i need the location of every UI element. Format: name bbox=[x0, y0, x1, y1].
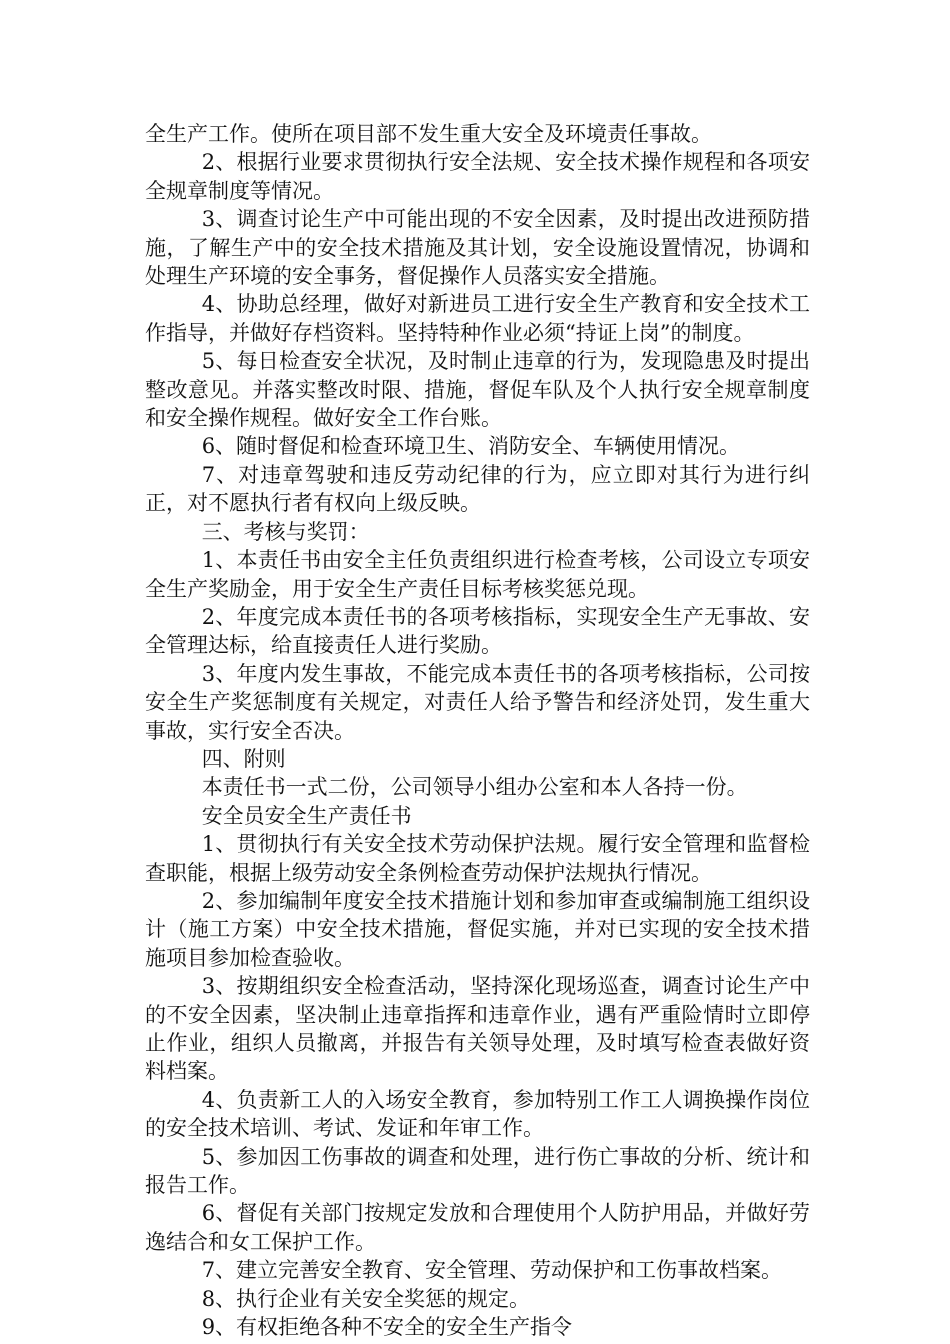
paragraph-assessment-3: 3、年度内发生事故，不能完成本责任书的各项考核指标，公司按安全生产奖惩制度有关规定，对责任人给予警告和经济处罚，发生重大事故，实行安全否决。 bbox=[145, 661, 810, 743]
paragraph-item-5: 5、每日检查安全状况，及时制止违章的行为，发现隐患及时提出整改意见。并落实整改时限、措施，督促车队及个人执行安全规章制度和安全操作规程。做好安全工作台账。 bbox=[145, 349, 810, 431]
paragraph-officer-8: 8、执行企业有关安全奖惩的规定。 bbox=[201, 1286, 531, 1311]
paragraph-item-4: 4、协助总经理，做好对新进员工进行安全生产教育和安全技术工作指导，并做好存档资料。坚持特种作业必须“持证上岗”的制度。 bbox=[145, 292, 810, 345]
paragraph-officer-1: 1、贯彻执行有关安全技术劳动保护法规。履行安全管理和监督检查职能，根据上级劳动安全条例检查劳动保护法规执行情况。 bbox=[145, 832, 810, 885]
paragraph-item-2: 2、根据行业要求贯彻执行安全法规、安全技术操作规程和各项安全规章制度等情况。 bbox=[145, 150, 810, 203]
paragraph-appendix: 本责任书一式二份，公司领导小组办公室和本人各持一份。 bbox=[201, 775, 748, 800]
paragraph-officer-2: 2、参加编制年度安全技术措施计划和参加审查或编制施工组织设计（施工方案）中安全技术措施，督促实施，并对已实现的安全技术措施项目参加检查验收。 bbox=[145, 888, 810, 970]
paragraph-officer-7: 7、建立完善安全教育、安全管理、劳动保护和工伤事故档案。 bbox=[201, 1258, 783, 1283]
paragraph-officer-9: 9、有权拒绝各种不安全的安全生产指令 bbox=[201, 1315, 573, 1340]
section-heading-assessment: 三、考核与奖罚： bbox=[201, 519, 370, 544]
paragraph-officer-3: 3、按期组织安全检查活动，坚持深化现场巡查，调查讨论生产中的不安全因素，坚决制止违章指挥和违章作业，遇有严重险情时立即停止作业，组织人员撤离，并报告有关领导处理，及时填写检查表做好资料档案。 bbox=[145, 974, 810, 1084]
paragraph-officer-5: 5、参加因工伤事故的调查和处理，进行伤亡事故的分析、统计和报告工作。 bbox=[145, 1144, 810, 1198]
section-title-safety-officer: 安全员安全生产责任书 bbox=[201, 803, 412, 828]
paragraph-item-3: 3、调查讨论生产中可能出现的不安全因素，及时提出改进预防措施，了解生产中的安全技术措施及其计划，安全设施设置情况，协调和处理生产环境的安全事务，督促操作人员落实安全措施。 bbox=[145, 207, 810, 289]
paragraph-assessment-2: 2、年度完成本责任书的各项考核指标，实现安全生产无事故、安全管理达标，给直接责任人进行奖励。 bbox=[145, 604, 810, 658]
paragraph-item-6: 6、随时督促和检查环境卫生、消防安全、车辆使用情况。 bbox=[201, 434, 741, 459]
paragraph-officer-4: 4、负责新工人的入场安全教育，参加特别工作工人调换操作岗位的安全技术培训、考试、发证和年审工作。 bbox=[145, 1087, 810, 1141]
paragraph-assessment-1: 1、本责任书由安全主任负责组织进行检查考核，公司设立专项安全生产奖励金，用于安全生产责任目标考核奖惩兑现。 bbox=[145, 548, 810, 601]
paragraph-continuation: 全生产工作。使所在项目部不发生重大安全及环境责任事故。 bbox=[145, 122, 712, 146]
paragraph-officer-6: 6、督促有关部门按规定发放和合理使用个人防护用品，并做好劳逸结合和女工保护工作。 bbox=[145, 1201, 810, 1254]
document-body bbox=[145, 120, 810, 1341]
paragraph-item-7: 7、对违章驾驶和违反劳动纪律的行为，应立即对其行为进行纠正，对不愿执行者有权向上级反映。 bbox=[145, 462, 810, 516]
section-heading-appendix: 四、附则 bbox=[201, 746, 286, 771]
